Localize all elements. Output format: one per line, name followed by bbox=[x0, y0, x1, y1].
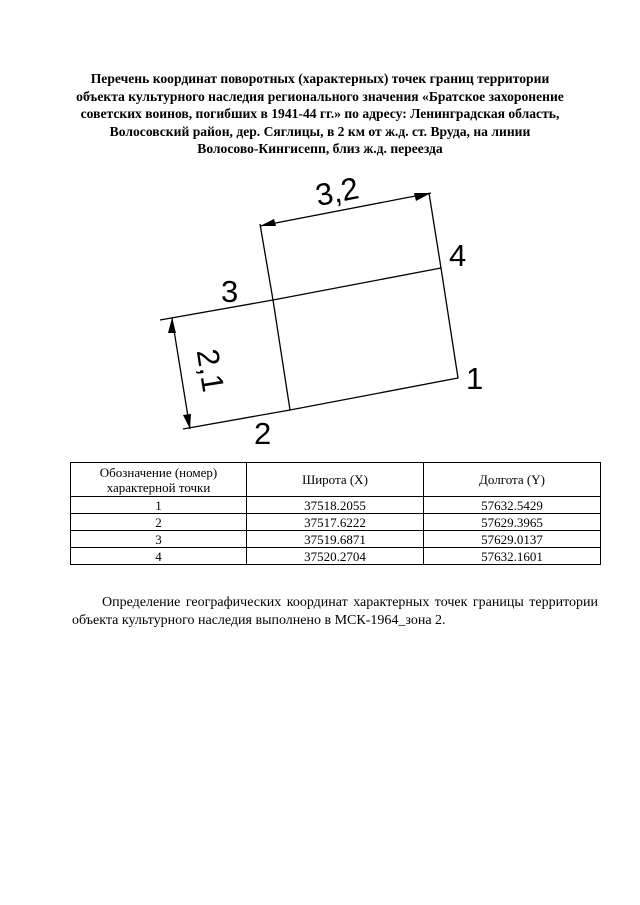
dimension-line-left bbox=[172, 318, 190, 429]
boundary-polygon bbox=[273, 268, 458, 410]
header-latitude: Широта (X) bbox=[247, 463, 424, 497]
dimension-label-width: 3,2 bbox=[312, 170, 362, 213]
cell-longitude: 57629.3965 bbox=[424, 514, 601, 531]
cell-point-number: 4 bbox=[71, 548, 247, 565]
arrowhead bbox=[183, 414, 191, 429]
extension-line bbox=[160, 300, 273, 320]
table-header-row bbox=[71, 463, 601, 497]
extension-line bbox=[183, 410, 290, 429]
header-longitude: Долгота (Y) bbox=[424, 463, 601, 497]
cell-longitude: 57632.1601 bbox=[424, 548, 601, 565]
cell-point-number: 2 bbox=[71, 514, 247, 531]
extension-line bbox=[429, 193, 441, 268]
point-label-4: 4 bbox=[449, 238, 467, 273]
point-label-2: 2 bbox=[254, 416, 272, 451]
title-line: Перечень координат поворотных (характерных) точек границ территории bbox=[90, 71, 550, 86]
arrowhead bbox=[168, 318, 176, 333]
point-label-3: 3 bbox=[221, 274, 239, 309]
table-row bbox=[71, 531, 601, 548]
cell-point-number: 1 bbox=[71, 497, 247, 514]
cell-latitude: 37519.6871 bbox=[247, 531, 424, 548]
coordinate-system-note: Определение географических координат характерных точек границы территории объекта культурного наследия выполнено в МСК-1964_зона 2. bbox=[72, 595, 598, 628]
cell-latitude: 37517.6222 bbox=[247, 514, 424, 531]
header-point-number: Обозначение (номер) характерной точки bbox=[71, 463, 247, 497]
cell-longitude: 57632.5429 bbox=[424, 497, 601, 514]
cell-latitude: 37518.2055 bbox=[247, 497, 424, 514]
coordinates-table bbox=[70, 462, 601, 565]
table-row bbox=[71, 497, 601, 514]
extension-line bbox=[260, 224, 273, 300]
title-line: объекта культурного наследия регионального значения «Братское захоронение bbox=[76, 88, 564, 104]
title-line: советских воинов, погибших в 1941-44 гг.» по адресу: Ленинградская область, bbox=[80, 106, 560, 121]
title-line: Волосовский район, дер. Сяглицы, в 2 км от ж.д. ст. Вруда, на линии bbox=[109, 123, 531, 139]
dimension-label-height: 2,1 bbox=[189, 346, 232, 395]
cell-longitude: 57629.0137 bbox=[424, 531, 601, 548]
table-row bbox=[71, 514, 601, 531]
title-line: Волосово-Кингисепп, близ ж.д. переезда bbox=[197, 141, 443, 156]
arrowhead bbox=[260, 219, 276, 226]
cell-point-number: 3 bbox=[71, 531, 247, 548]
cell-latitude: 37520.2704 bbox=[247, 548, 424, 565]
arrowhead bbox=[414, 193, 431, 201]
table-row bbox=[71, 548, 601, 565]
point-label-1: 1 bbox=[466, 361, 484, 396]
